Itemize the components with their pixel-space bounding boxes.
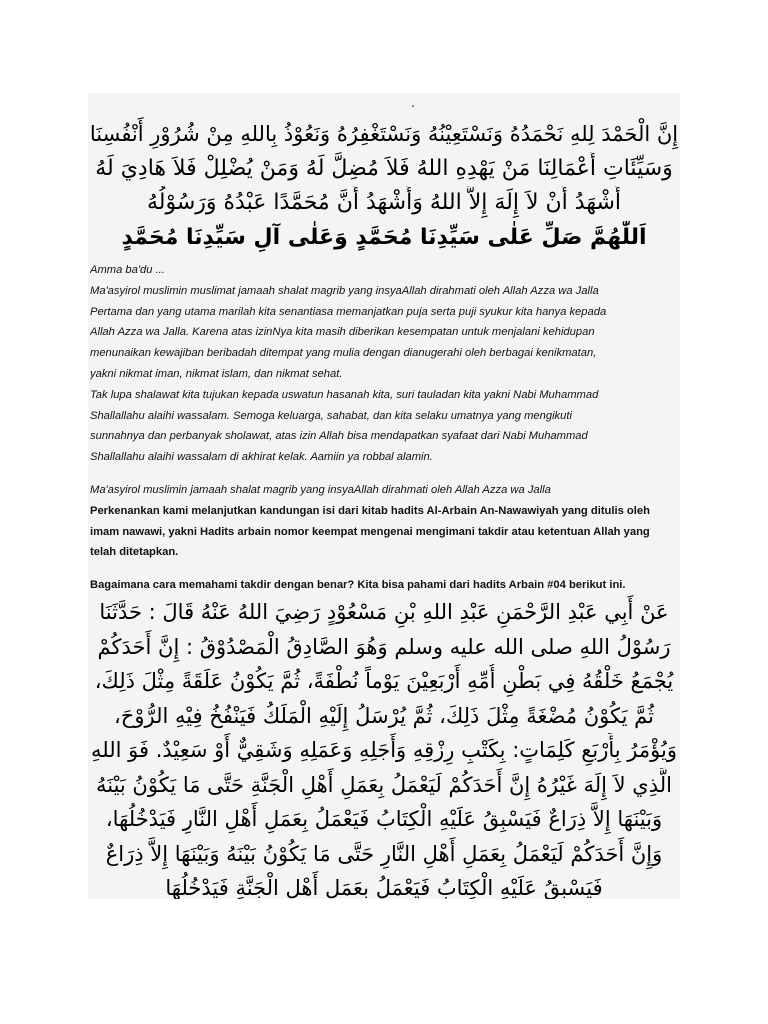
arabic-shalawat-line: اَللّٰهُمَّ صَلِّ عَلٰى سَيِّدِنَا مُحَمَّدٍ وَعَلٰى آلِ سَيِّدِنَا مُحَمَّدٍ (121, 224, 647, 250)
arabic-hadith-line: فَيَسْبِقُ عَلَيْهِ الْكِتَابُ فَيَعْمَلُ بِعَمَلِ أَهْلِ الْجَنَّةِ فَيَدْخُلُهَا (165, 876, 603, 899)
text-line: Tak lupa shalawat kita tujukan kepada uswatun hasanah kita, suri tauladan kita yakni Nabi Muhammad (90, 388, 599, 401)
text-line: Amma ba'du ... (90, 264, 165, 276)
text-line: menunaikan kewajiban beribadah ditempat yang mulia dengan dianugerahi oleh berbagai kenikmatan, (90, 347, 597, 360)
arabic-hadith-line: وَإِنَّ أَحَدَكُمْ لَيَعْمَلُ بِعَمَلِ أَهْلِ النَّارِ حَتَّى مَا يَكُوْنُ بَيْنَهُ وَبَيْنَهَا إِلاَّ ذِرَاعٌ (105, 841, 663, 866)
text-line: Shallallahu alaihi wassalam di akhirat kelak. Aamiin ya robbal alamin. (90, 451, 433, 464)
latin-text-block (90, 260, 680, 596)
arabic-opening-line: إِنَّ الْحَمْدَ لِلهِ نَحْمَدُهُ وَنَسْتَعِيْنُهُ وَنَسْتَغْفِرُهُ وَنَعُوْذُ بِاللهِ مِنْ شُرُوْرِ أَنْفُسِنَا (89, 122, 679, 146)
text-line: Shallallahu alaihi wassalam. Semoga keluarga, sahabat, dan kita selaku umatnya yang mengikuti (90, 409, 572, 422)
arabic-hadith-line: وَبَيْنَهَا إِلاَّ ذِرَاعٌ فَيَسْبِقُ عَلَيْهِ الْكِتَابُ فَيَعْمَلُ بِعَمَلِ أَهْلِ النَّارِ فَيَدْخُلُهَا، (105, 807, 663, 831)
top-dot: . (411, 96, 415, 110)
arabic-opening-block (88, 117, 680, 255)
arabic-hadith-line: رَسُوْلُ اللهِ صلى الله عليه وسلم وَهُوَ الصَّادِقُ الْمَصْدُوْقُ : إِنَّ أَحَدَكُمْ (97, 634, 671, 659)
paragraph-gap (90, 468, 680, 480)
arabic-hadith-line: ثُمَّ يَكُوْنُ مُضْغَةً مِثْلَ ذَلِكَ، ثُمَّ يُرْسَلُ إِلَيْهِ الْمَلَكُ فَيَنْفُخُ فِيْهِ الرُّوْحَ، (114, 703, 654, 728)
arabic-hadith-block (88, 595, 680, 899)
text-line: telah ditetapkan. (90, 546, 179, 559)
text-line: Ma'asyirol muslimin jamaah shalat magrib yang insyaAllah dirahmati oleh Allah Azza wa Jalla (90, 483, 551, 496)
text-line: Allah Azza wa Jalla. Karena atas izinNya kita masih diberikan kesempatan untuk menjalani kehidupan (90, 326, 595, 339)
text-line: Perkenankan kami melanjutkan kandungan isi dari kitab hadits Al-Arbain An-Nawawiyah yang ditulis oleh (90, 504, 650, 517)
document-page (88, 93, 680, 899)
arabic-opening-line: وَسَيِّئَاتِ أَعْمَالِنَا مَنْ يَهْدِهِ اللهُ فَلاَ مُضِلَّ لَهُ وَمَنْ يُضْلِلْ فَلاَ هَادِيَ لَهُ (95, 155, 673, 181)
arabic-hadith-line: وَيُؤْمَرُ بِأَرْبَعِ كَلِمَاتٍ: بِكَتْبِ رِزْقِهِ وَأَجَلِهِ وَعَمَلِهِ وَشَقِيٌّ أَوْ سَعِيْدٌ. فَوَ اللهِ (91, 738, 677, 762)
text-line: Pertama dan yang utama marilah kita senantiasa memanjatkan puja serta puji syukur kita hanya kepada (90, 305, 607, 318)
paragraph-gap (90, 563, 680, 575)
text-line: imam nawawi, yakni Hadits arbain nomor keempat mengenai mengimani takdir atau ketentuan Allah yang (90, 525, 650, 538)
arabic-hadith-line: الَّذِي لاَ إِلَهَ غَيْرُهُ إِنَّ أَحَدَكُمْ لَيَعْمَلُ بِعَمَلِ أَهْلِ الْجَنَّةِ حَتَّى مَا يَكُوْنُ بَيْنَهُ (95, 772, 672, 797)
text-line: sunnahnya dan perbanyak sholawat, atas izin Allah bisa mendapatkan syafaat dari Nabi Muhammad (90, 430, 588, 443)
text-line: yakni nikmat iman, nikmat islam, dan nikmat sehat. (90, 367, 343, 380)
arabic-hadith-line: يُجْمَعُ خَلْقُهُ فِي بَطْنِ أُمِّهِ أَرْبَعِيْنَ يَوْماً نُطْفَةً، ثُمَّ يَكُوْنُ عَلَقَةً مِثْلَ ذَلِكَ، (94, 669, 674, 693)
arabic-hadith-line: عَنْ أَبِي عَبْدِ الرَّحْمَنِ عَبْدِ اللهِ بْنِ مَسْعُوْدٍ رَضِيَ اللهُ عَنْهُ قَالَ : حَدَّثَنَا (99, 600, 669, 624)
arabic-opening-line: أَشْهَدُ أَنْ لاَ إِلَهَ إِلاَّ اللهُ وَأَشْهَدُ أَنَّ مُحَمَّدًا عَبْدُهُ وَرَسُوْلُهُ (146, 190, 622, 215)
text-line: Ma'asyirol muslimin muslimat jamaah shalat magrib yang insyaAllah dirahmati oleh Allah Azza wa Jalla (90, 284, 599, 297)
text-line: Bagaimana cara memahami takdir dengan benar? Kita bisa pahami dari hadits Arbain #04 berikut ini. (90, 579, 626, 592)
